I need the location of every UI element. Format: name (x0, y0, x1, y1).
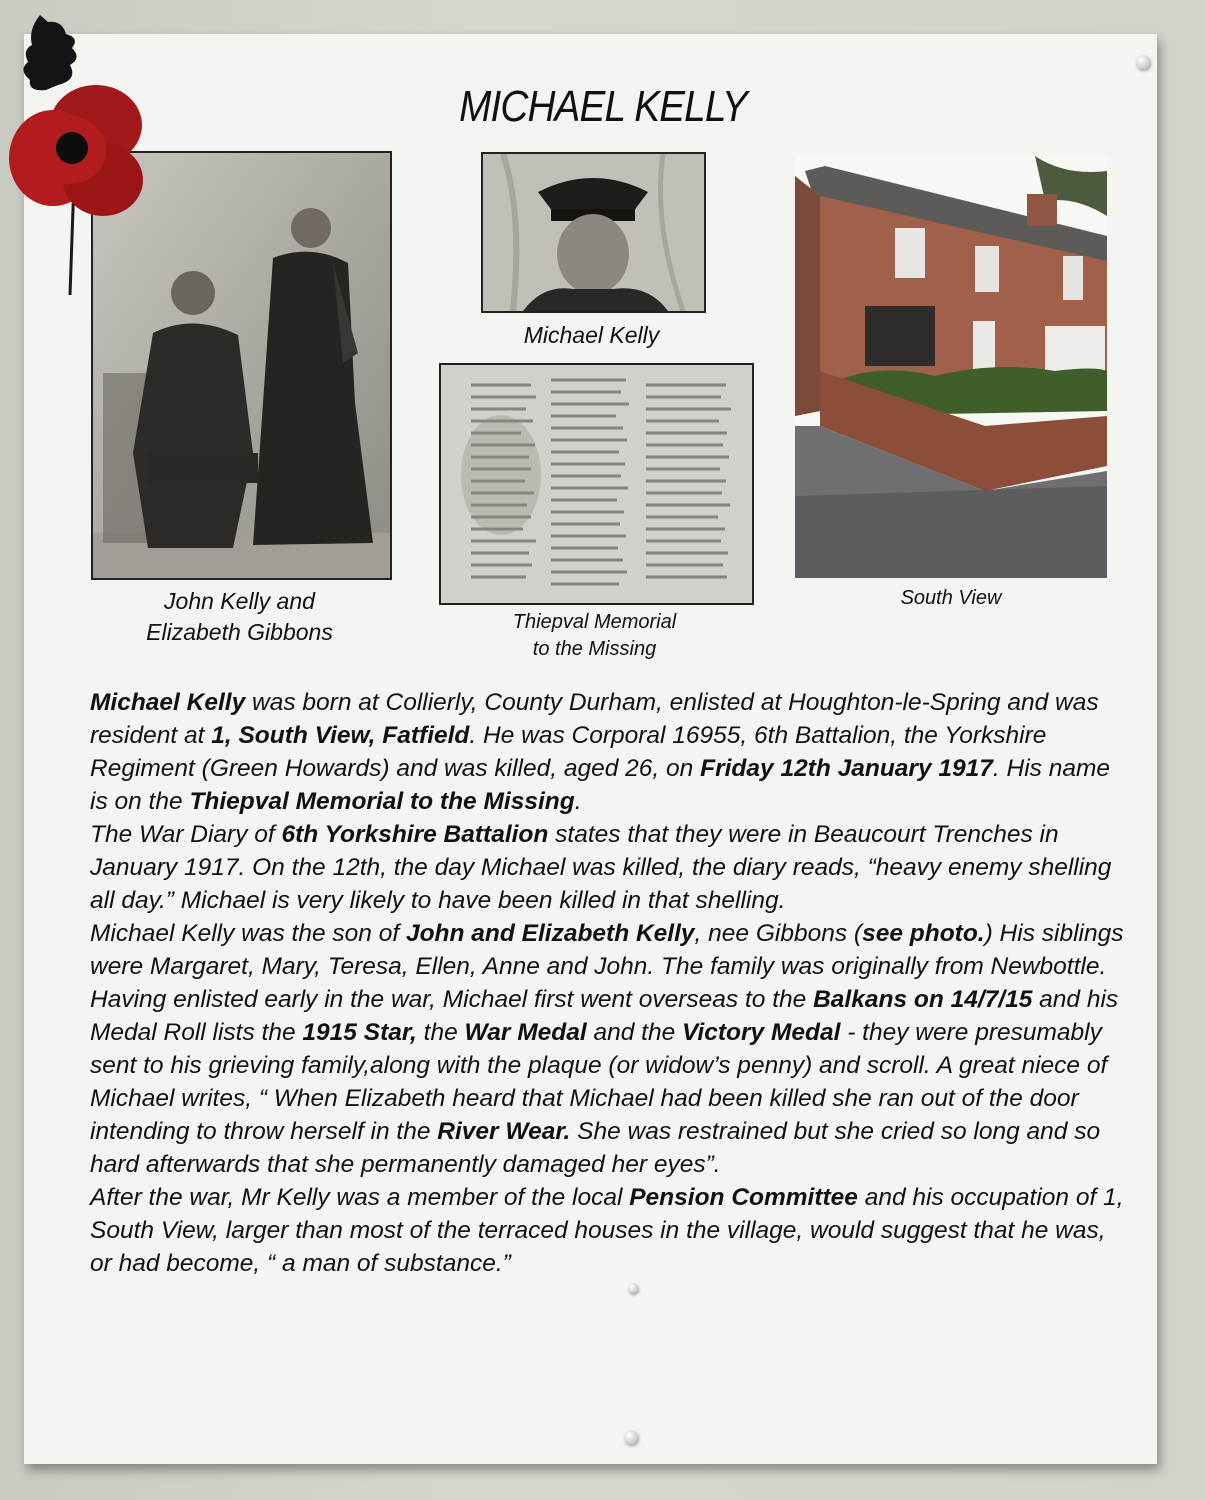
body-text-run: the (416, 1019, 465, 1046)
poppy-icon (8, 10, 148, 300)
body-text-run: was born at Collierly, County Durham, enlisted at Houghton-le-Spring and was resident at (90, 689, 1099, 749)
paragraph-5 (90, 1181, 1130, 1280)
emphasis-text: Pension Committee (629, 1184, 858, 1211)
body-text-run: - they were presumably sent to his grieving family,along with the plaque (or widow’s penny) and scroll. A great niece of Michael writes, “ When Elizabeth heard that Michael had been killed she ran out of the door intending to throw herself in the (90, 1019, 1108, 1145)
house-photo (795, 156, 1107, 578)
body-text-run: ) His siblings were Margaret, Mary, Teresa, Ellen, Anne and John. The family was originally from Newbottle. (90, 920, 1124, 980)
body-text-run: states that they were in Beaucourt Trenches in January 1917. On the 12th, the day Michael was killed, the diary reads, “heavy enemy shelling all day.” Michael is very likely to have been killed in that shelling. (90, 821, 1112, 914)
emphasis-text: Friday 12th January 1917 (700, 755, 993, 782)
emphasis-text: 1, South View, Fatfield (211, 722, 470, 749)
body-text-run: and his Medal Roll lists the (90, 986, 1119, 1046)
paragraph-3 (90, 917, 1130, 983)
paragraph-1 (90, 686, 1130, 818)
body-text-run: . (574, 788, 582, 815)
memorial-caption-line1: Thiepval Memorial (512, 611, 677, 633)
emphasis-text: 6th Yorkshire Battalion (281, 821, 549, 848)
emphasis-text: War Medal (464, 1019, 587, 1046)
parents-caption (91, 586, 388, 648)
board-pin-bottom (624, 1430, 638, 1444)
emphasis-text: Michael Kelly (90, 689, 246, 716)
emphasis-text: see photo. (862, 920, 985, 947)
house-caption: South View (900, 587, 1002, 609)
body-text-run: and his occupation of 1, South View, larger than most of the terraced houses in the village, would suggest that he was, or had become, “ a man of substance.” (90, 1184, 1124, 1277)
body-text-run: The War Diary of (90, 821, 282, 848)
emphasis-text: Thiepval Memorial to the Missing (189, 788, 575, 815)
page-title: MICHAEL KELLY (459, 82, 747, 131)
body-text-run: . His name is on the (90, 755, 1110, 815)
parents-caption-line1: John Kelly and (164, 588, 315, 614)
body-text-run: and the (586, 1019, 682, 1046)
body-text-run: She was restrained but she cried so long and so hard afterwards that she permanently damaged her eyes”. (90, 1118, 1101, 1178)
portrait-photo (481, 152, 706, 313)
body-text-run: After the war, Mr Kelly was a member of the local (90, 1184, 630, 1211)
portrait-caption: Michael Kelly (523, 322, 660, 348)
poppy-decoration (8, 10, 148, 300)
paragraph-4 (90, 983, 1130, 1181)
board-pin-top-right (1136, 55, 1150, 69)
memorial-caption (439, 609, 750, 663)
emphasis-text: Balkans on 14/7/15 (813, 986, 1033, 1013)
body-text-run: . He was Corporal 16955, 6th Battalion, the Yorkshire Regiment (Green Howards) and was killed, aged 26, on (90, 722, 1047, 782)
memorial-caption-line2: to the Missing (532, 638, 657, 660)
parents-caption-line2: Elizabeth Gibbons (146, 619, 333, 645)
biography-text (90, 686, 1130, 1280)
paragraph-2 (90, 818, 1130, 917)
body-text-run: Having enlisted early in the war, Michael first went overseas to the (90, 986, 814, 1013)
emphasis-text: Victory Medal (682, 1019, 841, 1046)
emphasis-text: 1915 Star, (302, 1019, 417, 1046)
emphasis-text: River Wear. (437, 1118, 571, 1145)
board-pin-mid (628, 1283, 638, 1293)
body-text-run: , nee Gibbons ( (694, 920, 863, 947)
body-text-run: Michael Kelly was the son of (90, 920, 406, 947)
emphasis-text: John and Elizabeth Kelly (405, 920, 695, 947)
memorial-photo (439, 363, 754, 605)
